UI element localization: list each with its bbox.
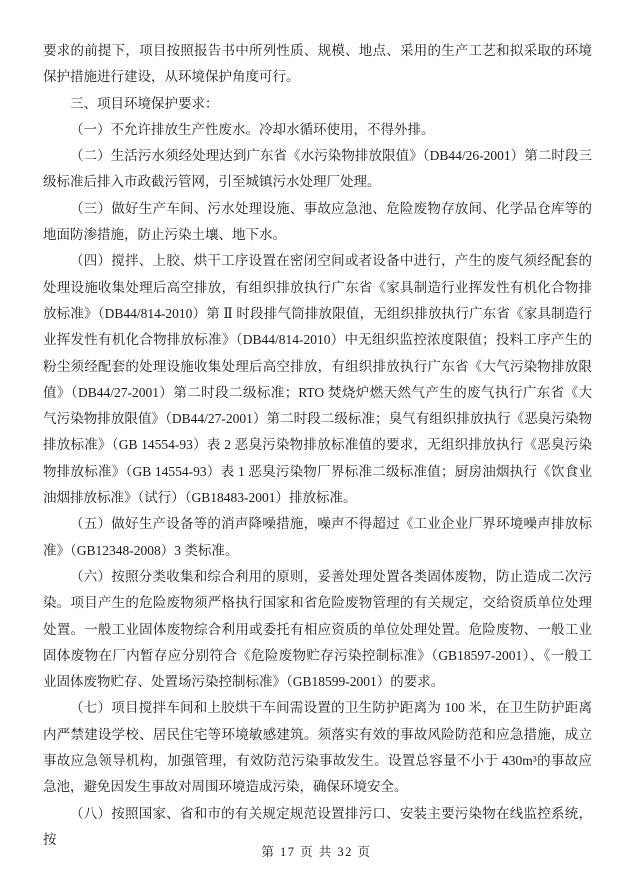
paragraph-item-3: （三）做好生产车间、污水处理设施、事故应急池、危险废物存放间、化学品仓库等的地面防渗措施，防止污染土壤、地下水。 [43, 200, 592, 243]
paragraph-continuation: 要求的前提下，项目按照报告书中所列性质、规模、地点、采用的生产工艺和拟采取的环境保护措施进行建设，从环境保护角度可行。 [43, 43, 592, 85]
paragraph-item-6: （六）按照分类收集和综合利用的原则，妥善处理处置各类固体废物，防止造成二次污染。项目产生的危险废物须严格执行国家和省危险废物管理的有关规定，交给资质单位处理处置。一般工业固体废物综合利用或委托有相应资质的单位处理处置。危险废物、一般工业固体废物在厂内暂存应分别符合《危险废物贮存污染控制标准》（GB18597-2001）、《一般工业固体废物贮存、处置场污染控制标准》（GB18599-2001）的要求。 [43, 568, 592, 690]
paragraph-item-5: （五）做好生产设备等的消声降噪措施，噪声不得超过《工业企业厂界环境噪声排放标准》（GB12348-2008）3 类标准。 [43, 516, 592, 558]
paragraph-item-1: （一）不允许排放生产性废水。冷却水循环使用，不得外排。 [70, 121, 435, 137]
paragraph-item-2: （二）生活污水须经处理达到广东省《水污染物排放限值》（DB44/26-2001）第二时段三级标准后排入市政截污管网，引至城镇污水处理厂处理。 [43, 148, 592, 190]
paragraph-item-7: （七）项目搅拌车间和上胶烘干车间需设置的卫生防护距离为 100 米，在卫生防护距离内严禁建设学校、居民住宅等环境敏感建筑。须落实有效的事故风险防范和应急措施，成立事故应急领导机构，加强管理，有效防范污染事故发生。设置总容量不小于 430m³的事故应急池，避免因发生事故对周围环境造成污染，确保环境安全。 [43, 700, 592, 795]
paragraph-item-8: （八）按照国家、省和市的有关规定规范设置排污口、安装主要污染物在线监控系统，按 [43, 805, 592, 847]
paragraph-item-4: （四）搅拌、上胶、烘干工序设置在密闭空间或者设备中进行，产生的废气须经配套的处理设施收集处理后高空排放，有组织排放执行广东省《家具制造行业挥发性有机化合物排放标准》（DB44/814-2010）第 Ⅱ 时段排气筒排放限值，无组织排放执行广东省《家具制造行业挥发性有机化合物排放标准》（DB44/814-2010）中无组织监控浓度限值；投料工序产生的粉尘须经配套的处理设施收集处理后高空排放，有组织排放执行广东省《大气污染物排放限值》（DB44/27-2001）第二时段二级标准；RTO 焚烧炉燃天然气产生的废气执行广东省《大气污染物排放限值》（DB44/27-2001）第二时段二级标准；臭气有组织排放执行《恶臭污染物排放标准》（GB 14554-93）表 2 恶臭污染物排放标准值的要求，无组织排放执行《恶臭污染物排放标准》（GB 14554-93）表 1 恶臭污染物厂界标准二级标准值；厨房油烟执行《饮食业油烟排放标准》（试行）（GB18483-2001）排放标准。 [43, 253, 592, 506]
page-number-footer: 第 17 页 共 32 页 [261, 845, 372, 859]
document-body [43, 38, 592, 853]
section-heading-3: 三、项目环境保护要求： [70, 95, 219, 111]
